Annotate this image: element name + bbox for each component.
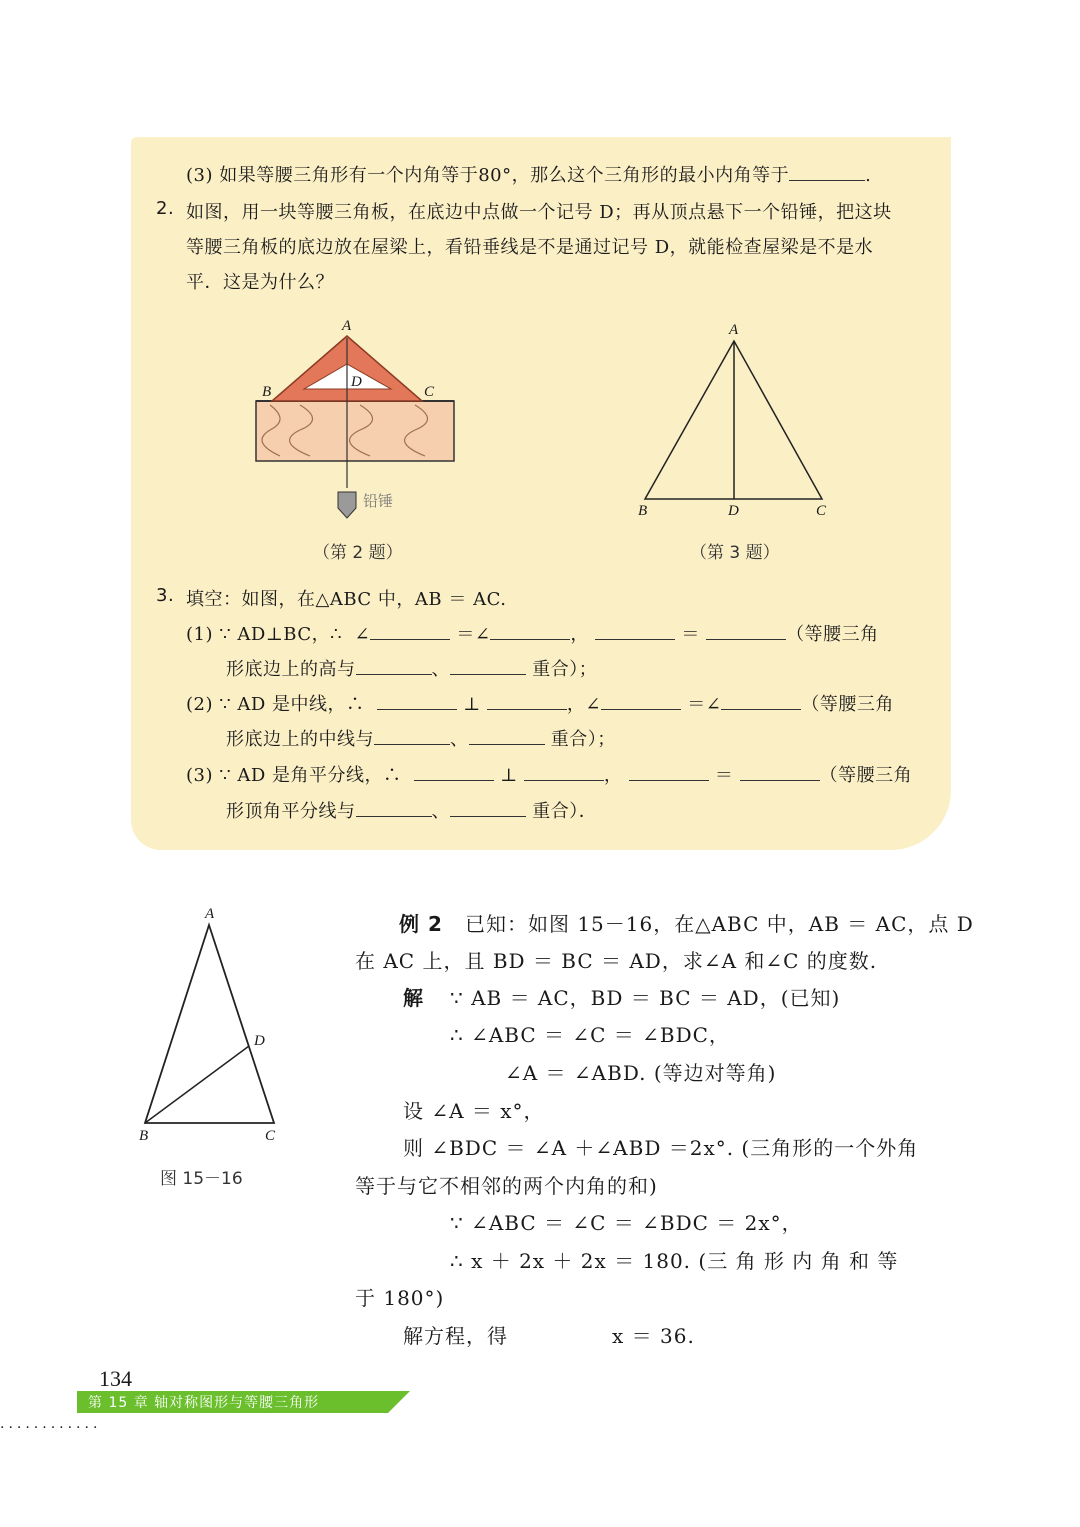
fig2-label-b: B bbox=[262, 384, 272, 400]
exercise-3-part1: (1) ∵ AD⊥BC，∴ ∠ ＝∠ ， ＝ （等腰三角 bbox=[186, 620, 879, 646]
solution-step10a: 解方程，得 bbox=[403, 1324, 508, 1348]
page-number: 134 bbox=[99, 1366, 132, 1391]
fig3-caption: （第 3 题） bbox=[690, 543, 780, 563]
fig3-label-b: B bbox=[638, 503, 648, 519]
example-2-title: 例 2 bbox=[399, 912, 443, 936]
solution-step2: ∴ ∠ABC ＝ ∠C ＝ ∠BDC， bbox=[450, 1023, 730, 1047]
example-2-line1: 例 2 已知：如图 15－16，在△ABC 中，AB ＝ AC，点 D bbox=[399, 912, 974, 936]
solution-step3: ∠A ＝ ∠ABD. (等边对等角) bbox=[505, 1061, 777, 1085]
exercise-3-part2-cont: 形底边上的中线与 、 重合）； bbox=[226, 725, 616, 751]
exercise-2-line3: 平．这是为什么？ bbox=[186, 272, 334, 293]
fig1516-label-a: A bbox=[205, 906, 215, 922]
fig2-caption: （第 2 题） bbox=[313, 543, 403, 563]
fig3-label-d: D bbox=[728, 503, 739, 519]
solution-step4: 设 ∠A ＝ x°， bbox=[403, 1099, 545, 1123]
exercise-1-3: (3) 如果等腰三角形有一个内角等于80°，那么这个三角形的最小内角等于 . bbox=[186, 161, 871, 187]
fig2-label-a: A bbox=[342, 318, 352, 334]
fig1516-label-c: C bbox=[265, 1128, 276, 1144]
exercise-3-part1-cont: 形底边上的高与 、 重合）； bbox=[226, 655, 597, 681]
exercise-2-number: 2. bbox=[156, 198, 175, 219]
exercise-3-part2: (2) ∵ AD 是中线，∴ ⊥ ，∠ ＝∠ （等腰三角 bbox=[186, 690, 894, 716]
solution-label: 解 bbox=[403, 986, 424, 1010]
solution-step6: 等于与它不相邻的两个内角的和) bbox=[355, 1174, 658, 1198]
fig2-plumb-label: 铅锤 bbox=[363, 492, 394, 510]
chapter-title: 第 15 章 轴对称图形与等腰三角形 bbox=[88, 1395, 320, 1411]
exercise-3-part3: (3) ∵ AD 是角平分线，∴ ⊥ ， ＝ （等腰三角 bbox=[186, 761, 912, 787]
fig1516-label-b: B bbox=[139, 1128, 149, 1144]
exercise-3-part3-cont: 形顶角平分线与 、 重合）． bbox=[226, 797, 597, 823]
exercise-2-line1: 如图，用一块等腰三角板，在底边中点做一个记号 D；再从顶点悬下一个铅锤，把这块 bbox=[186, 202, 892, 223]
solution-step7: ∵ ∠ABC ＝ ∠C ＝ ∠BDC ＝ 2x°， bbox=[450, 1211, 803, 1235]
solution-step9: 于 180°) bbox=[355, 1286, 445, 1310]
solution-step10b: x ＝ 36. bbox=[612, 1324, 695, 1348]
fig1516-caption: 图 15－16 bbox=[160, 1169, 243, 1189]
fig2-label-c: C bbox=[424, 384, 435, 400]
fig2-label-d: D bbox=[351, 374, 362, 390]
solution-step5: 则 ∠BDC ＝ ∠A ＋∠ABD ＝2x°. (三角形的一个外角 bbox=[403, 1136, 919, 1160]
solution-step8: ∴ x ＋ 2x ＋ 2x ＝ 180. (三 角 形 内 角 和 等 bbox=[450, 1249, 899, 1273]
fig3-label-c: C bbox=[816, 503, 827, 519]
exercise-2-line2: 等腰三角板的底边放在屋梁上，看铅垂线是不是通过记号 D，就能检查屋梁是不是水 bbox=[186, 237, 874, 258]
footer-dots: ............ bbox=[0, 1416, 102, 1432]
exercise-3-intro: 填空：如图，在△ABC 中，AB ＝ AC. bbox=[186, 589, 507, 610]
fig1516-label-d: D bbox=[254, 1033, 265, 1049]
example-2-line2: 在 AC 上，且 BD ＝ BC ＝ AD，求∠A 和∠C 的度数. bbox=[355, 949, 878, 973]
solution-step1: ∵ AB ＝ AC，BD ＝ BC ＝ AD，(已知) bbox=[450, 986, 841, 1010]
exercise-3-number: 3. bbox=[156, 585, 175, 606]
fig3-label-a: A bbox=[729, 322, 739, 338]
